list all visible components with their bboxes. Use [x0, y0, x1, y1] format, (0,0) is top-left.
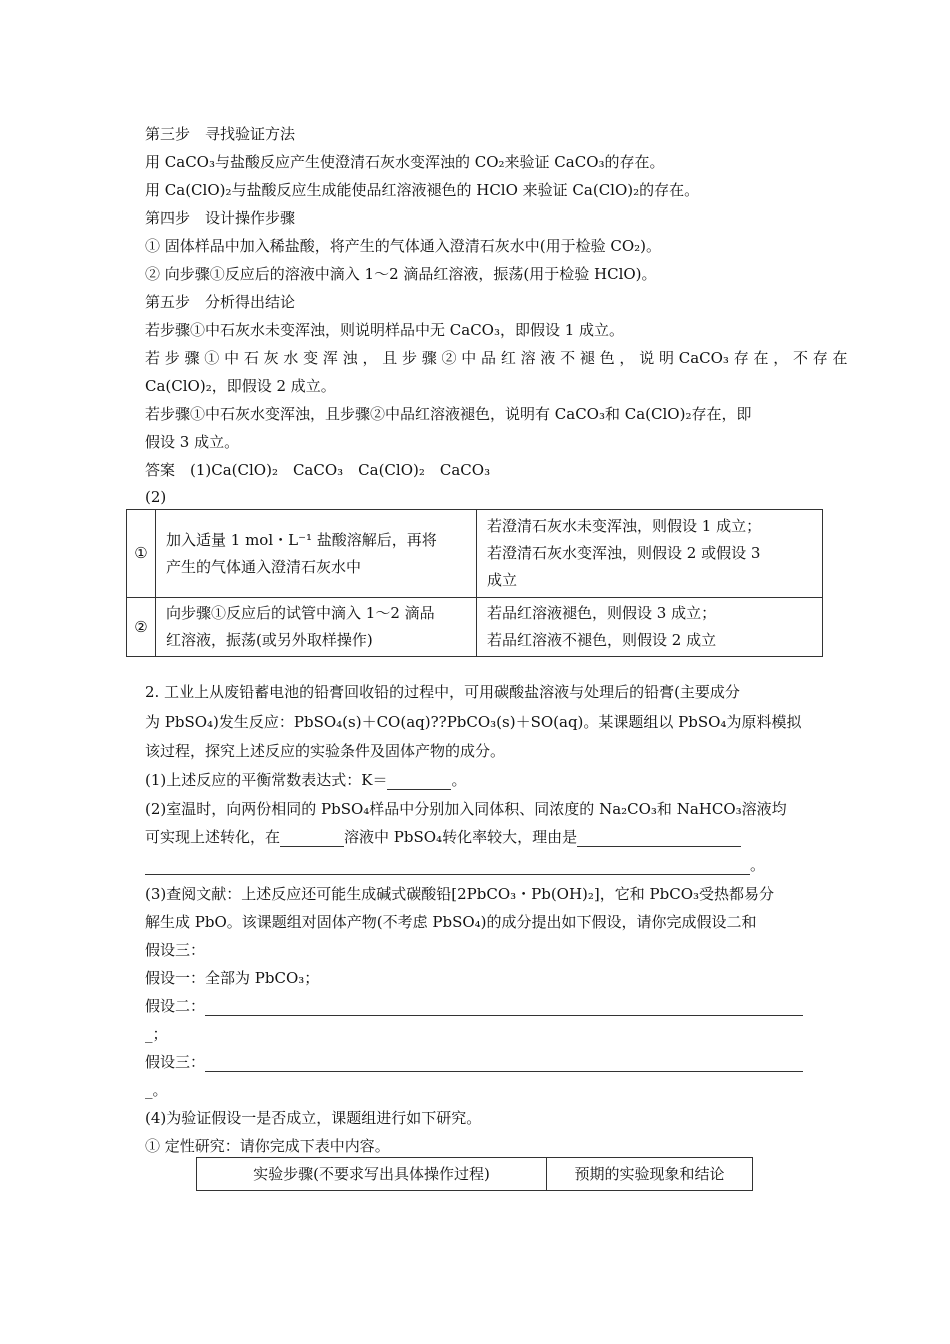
line-op1: ① 固体样品中加入稀盐酸，将产生的气体通入澄清石灰水中(用于检验 CO₂)。 [145, 237, 662, 255]
step-cell [156, 598, 477, 657]
q2-sub2c-text: 溶液中 PbSO₄转化率较大，理由是 [344, 828, 578, 846]
row-number: ① [127, 510, 156, 598]
line-step5: 第五步 分析得出结论 [145, 293, 296, 311]
cell-line: 产生的气体通入澄清石灰水中 [166, 557, 362, 576]
q2-sub3b: 解生成 PbO。该课题组对固体产物(不考虑 PbSO₄)的成分提出如下假设，请你完成假设二和 [145, 913, 757, 931]
answer-blank[interactable] [387, 773, 451, 790]
cell-line: 若澄清石灰水变浑浊，则假设 2 或假设 3 [487, 544, 761, 562]
cell-line: 若澄清石灰水未变浑浊，则假设 1 成立； [487, 517, 762, 535]
result-cell [477, 598, 823, 657]
answer-table [126, 509, 823, 657]
answer-blank[interactable] [577, 830, 741, 847]
q2-intro-3: 该过程，探究上述反应的实验条件及固体产物的成分。 [145, 742, 506, 760]
q2-intro-2: 为 PbSO₄)发生反应：PbSO₄(s)＋CO(aq)??PbCO₃(s)＋SO(aq)。某课题组以 PbSO₄为原料模拟 [145, 713, 802, 731]
result-cell [477, 510, 823, 598]
line-step4: 第四步 设计操作步骤 [145, 209, 296, 227]
answer-blank[interactable] [280, 830, 344, 847]
cell-line: 红溶液，振荡(或另外取样操作) [166, 631, 373, 649]
hypothesis-1: 假设一：全部为 PbCO₃； [145, 969, 320, 987]
q2-sub3a: (3)查阅文献：上述反应还可能生成碱式碳酸铅[2PbCO₃・Pb(OH)₂]，它和 PbCO₃受热都易分 [145, 885, 775, 903]
table-header-row [197, 1158, 753, 1191]
table-row [127, 598, 823, 657]
cell-line: 若品红溶液褪色，则假设 3 成立； [487, 604, 717, 622]
line-caclo-method: 用 Ca(ClO)₂与盐酸反应生成能使品红溶液褪色的 HClO 来验证 Ca(ClO)₂的存在。 [145, 181, 700, 199]
line-concl2b: Ca(ClO)₂，即假设 2 成立。 [145, 377, 336, 395]
hypothesis-2-end: _； [145, 1025, 168, 1043]
hypothesis-3-end: _。 [145, 1081, 168, 1099]
q2-sub2a: (2)室温时，向两份相同的 PbSO₄样品中分别加入同体积、同浓度的 Na₂CO₃和 NaHCO₃溶液均 [145, 800, 787, 818]
q2-sub4: (4)为验证假设一是否成立，课题组进行如下研究。 [145, 1109, 482, 1127]
q2-sub2b-text: 可实现上述转化，在 [145, 828, 281, 846]
line-answer-2: (2) [145, 488, 167, 506]
cell-line: 向步骤①反应后的试管中滴入 1～2 滴品 [166, 604, 435, 622]
hypothesis-3 [145, 1052, 803, 1072]
q2-sub1-end: 。 [451, 771, 467, 789]
step-cell [156, 510, 477, 598]
cell-line: 加入适量 1 mol・L⁻¹ 盐酸溶解后，再将 [166, 530, 437, 549]
line-op2: ② 向步骤①反应后的溶液中滴入 1～2 滴品红溶液，振荡(用于检验 HClO)。 [145, 265, 657, 283]
answer-blank[interactable] [145, 858, 750, 875]
column-header: 预期的实验现象和结论 [547, 1158, 753, 1191]
answer-blank[interactable] [205, 999, 803, 1016]
cell-line: 成立 [487, 571, 518, 589]
line-concl3b: 假设 3 成立。 [145, 433, 240, 451]
q2-sub2b [145, 827, 741, 847]
hypothesis-2-label: 假设二： [145, 997, 206, 1015]
line-concl1: 若步骤①中石灰水未变浑浊，则说明样品中无 CaCO₃，即假设 1 成立。 [145, 321, 625, 339]
q2-sub2-blank-line [145, 855, 765, 875]
q2-sub3c: 假设三： [145, 941, 206, 959]
hypothesis-2 [145, 996, 803, 1016]
column-header: 实验步骤(不要求写出具体操作过程) [197, 1158, 547, 1191]
row-number: ② [127, 598, 156, 657]
line-concl3a: 若步骤①中石灰水变浑浊，且步骤②中品红溶液褪色，说明有 CaCO₃和 Ca(ClO)₂存在，即 [145, 405, 752, 423]
q2-sub4a: ① 定性研究：请你完成下表中内容。 [145, 1137, 390, 1155]
line-caco3-method: 用 CaCO₃与盐酸反应产生使澄清石灰水变浑浊的 CO₂来验证 CaCO₃的存在。 [145, 153, 665, 171]
q2-sub1-text: (1)上述反应的平衡常数表达式：K＝ [145, 771, 388, 789]
experiment-table [196, 1157, 753, 1191]
hypothesis-3-label: 假设三： [145, 1053, 206, 1071]
line-answer: 答案 (1)Ca(ClO)₂ CaCO₃ Ca(ClO)₂ CaCO₃ [145, 461, 491, 479]
line-step3: 第三步 寻找验证方法 [145, 125, 296, 143]
cell-line: 若品红溶液不褪色，则假设 2 成立 [487, 631, 717, 649]
q2-sub1 [145, 770, 466, 790]
q2-intro-1: 2. 工业上从废铅蓄电池的铅膏回收铅的过程中，可用碳酸盐溶液与处理后的铅膏(主要成分 [145, 683, 740, 701]
q2-sub2-end: 。 [750, 856, 766, 874]
table-row [127, 510, 823, 598]
answer-blank[interactable] [205, 1055, 803, 1072]
line-concl2a: 若 步 骤 ① 中 石 灰 水 变 浑 浊 ， 且 步 骤 ② 中 品 红 溶 液 不 褪 色 ， 说 明 CaCO₃ 存 在 ， 不 存 在 [145, 349, 848, 367]
